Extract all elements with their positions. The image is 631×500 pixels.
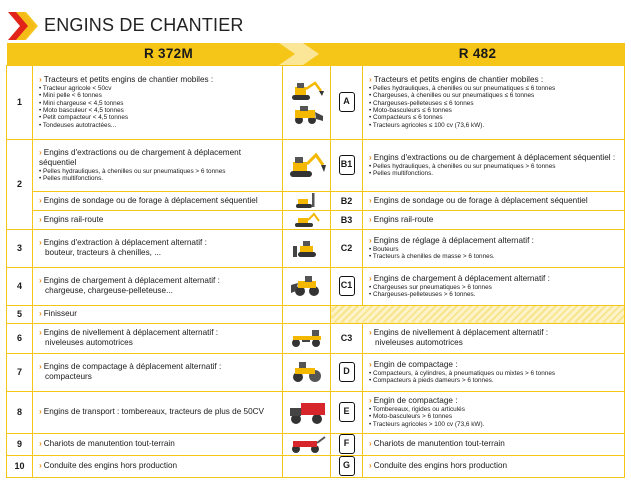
right-title: Engins de nivellement à déplacement alternatif :	[373, 328, 549, 337]
code-cell	[331, 353, 363, 391]
bullet-arrow-icon: ›	[39, 461, 42, 470]
code-cell: C3	[331, 323, 363, 353]
page-title: ENGINS DE CHANTIER	[44, 15, 244, 35]
right-title: Engins de sondage ou de forage à déplacement séquentiel	[373, 195, 588, 205]
machine-image-cell	[283, 139, 331, 191]
bullet-arrow-icon: ›	[39, 309, 42, 318]
wheel-loader-icon	[290, 275, 324, 297]
bullet-arrow-icon: ›	[39, 439, 42, 448]
rail-road-excavator-icon	[292, 212, 322, 228]
left-desc: bouteur, tracteurs à chenilles, ...	[45, 248, 162, 257]
machine-image-cell	[283, 65, 331, 139]
row-number: 9	[7, 433, 33, 455]
bullet-arrow-icon: ›	[369, 214, 372, 224]
right-title: Engins de chargement à déplacement alternatif :	[373, 273, 550, 283]
left-cell	[33, 191, 283, 210]
bullet-arrow-icon: ›	[39, 276, 42, 285]
bullet-arrow-icon: ›	[39, 328, 42, 337]
arrow-right-icon	[279, 43, 323, 65]
machine-image-cell	[283, 210, 331, 229]
machine-image-cell	[283, 353, 331, 391]
code-cell	[331, 455, 363, 477]
brand-logo-icon	[6, 8, 40, 44]
left-sub-item: Pelles multifonctions.	[43, 175, 104, 182]
mini-excavator-icon	[289, 79, 325, 101]
code-cell	[331, 139, 363, 191]
left-cell	[33, 433, 283, 455]
bullet-arrow-icon: ›	[369, 74, 372, 84]
bullet-arrow-icon: ›	[369, 195, 372, 205]
left-cell	[33, 305, 283, 323]
bullet-arrow-icon: ›	[369, 461, 372, 470]
machine-image-cell	[283, 229, 331, 267]
right-sub-item: Chargeuses sur pneumatiques > 6 tonnes	[373, 283, 492, 291]
table-row	[7, 139, 625, 191]
column-header-r372m: R 372M	[7, 43, 331, 65]
bullet-arrow-icon: ›	[39, 238, 42, 247]
left-title: Conduite des engins hors production	[43, 461, 178, 470]
equivalence-table	[6, 43, 625, 478]
left-cell	[33, 267, 283, 305]
row-number: 10	[7, 455, 33, 477]
left-sub-item: Mini pelle < 6 tonnes	[43, 92, 102, 100]
mini-loader-icon	[290, 105, 324, 125]
bullet-arrow-icon: ›	[39, 407, 42, 416]
left-title: Finisseur	[43, 309, 77, 318]
left-cell: › Tracteurs et petits engins de chantier mobiles : • Tracteur agricole < 50cv • Mini pelle < 6 tonnes • Mini chargeuse < 4,5 tonnes • Moto basculeur < 4,5 tonnes • Petit compacteur < 4,5 tonnes • Tondeuses autotractées...	[33, 65, 283, 139]
row-number: 2	[7, 139, 33, 229]
row-number: 7	[7, 353, 33, 391]
left-cell: › Engins d'extractions ou de chargement à déplacement séquentiel • Pelles hydrauliques, à chenilles ou sur pneumatiques > 6 tonnes • Pelles multifonctions.	[33, 139, 283, 191]
left-cell	[33, 391, 283, 433]
right-cell: › Engins d'extractions ou de chargement à déplacement séquentiel : • Pelles hydrauliques, à chenilles ou sur pneumatiques > 6 tonnes • Pelles multifonctions.	[363, 139, 625, 191]
left-sub-item: Tracteur agricole < 50cv	[42, 84, 112, 92]
grader-icon	[290, 328, 324, 348]
category-code-badge: A	[339, 92, 355, 112]
table-row	[7, 229, 625, 267]
row-number: 8	[7, 391, 33, 433]
right-cell: › Engin de compactage : • Compacteurs, à cylindres, à pneumatiques ou mixtes > 6 tonnes • Compacteurs à pieds dameurs > 6 tonnes.	[363, 353, 625, 391]
row-number: 3	[7, 229, 33, 267]
right-title: Engins de réglage à déplacement alternatif :	[373, 235, 534, 245]
left-title: Engins d'extraction à déplacement alternatif :	[43, 238, 207, 247]
right-sub-item: Moto-basculeurs > 6 tonnes	[373, 413, 453, 421]
left-desc: compacteurs	[45, 372, 92, 381]
bullet-arrow-icon: ›	[369, 359, 372, 369]
left-desc: chargeuse, chargeuse-pelleteuse...	[45, 286, 173, 295]
right-title: Engins rail-route	[373, 214, 434, 224]
right-cell: › Engins de réglage à déplacement alternatif : • Bouteurs • Tracteurs à chenilles de masse > 6 tonnes.	[363, 229, 625, 267]
code-cell	[331, 433, 363, 455]
right-cell	[363, 323, 625, 353]
left-title: Engins d'extractions ou de chargement à déplacement séquentiel	[39, 147, 242, 167]
right-sub-item: Pelles hydrauliques, à chenilles ou sur pneumatiques ≤ 6 tonnes	[373, 84, 556, 92]
row-number: 5	[7, 305, 33, 323]
right-cell: › Engin de compactage : • Tombereaux, rigides ou articulés • Moto-basculeurs > 6 tonnes • Tracteurs agricoles > 100 cv (73,6 kW).	[363, 391, 625, 433]
right-sub-item: Compacteurs, à cylindres, à pneumatiques ou mixtes > 6 tonnes	[373, 369, 556, 377]
right-cell	[363, 433, 625, 455]
bulldozer-icon	[292, 238, 322, 258]
table-row	[7, 267, 625, 305]
row-number: 4	[7, 267, 33, 305]
category-code-badge: E	[339, 402, 355, 422]
right-title: Engins d'extractions ou de chargement à déplacement séquentiel :	[373, 152, 616, 162]
left-cell	[33, 455, 283, 477]
left-sub-item: Tondeuses autotractées...	[42, 121, 117, 129]
right-title: Conduite des engins hors production	[373, 461, 508, 470]
header	[6, 6, 626, 46]
left-sub-item: Pelles hydrauliques, à chenilles ou sur pneumatiques > 6 tonnes	[43, 167, 226, 175]
left-cell	[33, 210, 283, 229]
machine-image-cell	[283, 323, 331, 353]
right-sub-item: Tracteurs à chenilles de masse > 6 tonnes.	[372, 253, 495, 260]
category-code-badge: F	[339, 434, 355, 454]
left-sub-item: Petit compacteur < 4,5 tonnes	[43, 114, 129, 122]
code-cell: C2	[331, 229, 363, 267]
code-cell: B3	[331, 210, 363, 229]
column-header-r482-label: R 482	[458, 46, 497, 62]
category-code-badge: C1	[339, 276, 355, 296]
machine-image-cell	[283, 267, 331, 305]
left-title: Engins de sondage ou de forage à déplacement séquentiel	[43, 195, 258, 205]
table-row	[7, 191, 625, 210]
right-cell: › Engins de chargement à déplacement alternatif : • Chargeuses sur pneumatiques > 6 tonnes • Chargeuses-pelleteuses > 6 tonnes.	[363, 267, 625, 305]
drilling-rig-icon	[292, 193, 322, 209]
left-cell	[33, 353, 283, 391]
machine-image-cell	[283, 455, 331, 477]
right-sub-item: Chargeuses-pelleteuses > 6 tonnes.	[373, 291, 476, 298]
table-row	[7, 210, 625, 229]
machine-image-cell	[283, 191, 331, 210]
right-sub-item: Chargeuses-pelleteuses ≤ 6 tonnes	[373, 99, 474, 107]
dump-truck-icon	[287, 399, 327, 425]
left-title: Engins de compactage à déplacement alternatif :	[43, 362, 222, 371]
bullet-arrow-icon: ›	[39, 362, 42, 371]
table-row	[7, 455, 625, 477]
left-sub-item: Moto basculeur < 4,5 tonnes	[43, 107, 124, 114]
right-cell: › Tracteurs et petits engins de chantier mobiles : • Pelles hydrauliques, à chenilles ou sur pneumatiques ≤ 6 tonnes • Chargeuses, à chenilles ou sur pneumatiques ≤ 6 tonnes • Chargeuses-pelleteuses ≤ 6 tonnes • Moto-basculeurs ≤ 6 tonnes • Compacteurs ≤ 6 tonnes • Tracteurs agricoles ≤ 100 cv (73,6 kW).	[363, 65, 625, 139]
telehandler-icon	[287, 434, 327, 454]
machine-image-cell	[283, 305, 331, 323]
no-equivalent-cell	[331, 305, 625, 323]
row-number: 1	[7, 65, 33, 139]
category-code-badge: B1	[339, 155, 355, 175]
left-title: Chariots de manutention tout-terrain	[43, 439, 175, 448]
right-cell	[363, 210, 625, 229]
code-cell	[331, 391, 363, 433]
right-sub-item: Chargeuses, à chenilles ou sur pneumatiques ≤ 6 tonnes	[373, 92, 535, 100]
code-cell	[331, 267, 363, 305]
left-title: Tracteurs et petits engins de chantier mobiles :	[43, 74, 214, 84]
left-title: Engins rail-route	[43, 214, 104, 224]
right-sub-item: Pelles multifonctions.	[373, 170, 434, 177]
table-row	[7, 433, 625, 455]
left-title: Engins de chargement à déplacement alternatif :	[43, 276, 220, 285]
compactor-roller-icon	[289, 361, 325, 383]
bullet-arrow-icon: ›	[369, 152, 372, 162]
bullet-arrow-icon: ›	[369, 439, 372, 448]
left-desc: niveleuses automotrices	[45, 338, 133, 347]
right-title: Tracteurs et petits engins de chantier mobiles :	[373, 74, 544, 84]
right-sub-item: Bouteurs	[373, 245, 399, 253]
table-row	[7, 353, 625, 391]
left-cell	[33, 323, 283, 353]
left-cell	[33, 229, 283, 267]
bullet-arrow-icon: ›	[39, 195, 42, 205]
bullet-arrow-icon: ›	[39, 214, 42, 224]
bullet-arrow-icon: ›	[369, 395, 372, 405]
right-title: Engin de compactage :	[373, 395, 458, 405]
machine-image-cell	[283, 391, 331, 433]
bullet-arrow-icon: ›	[39, 74, 42, 84]
table-row	[7, 65, 625, 139]
row-number: 6	[7, 323, 33, 353]
right-sub-item: Tombereaux, rigides ou articulés	[372, 405, 465, 413]
right-title: Engin de compactage :	[373, 359, 458, 369]
right-sub-item: Pelles hydrauliques, à chenilles ou sur pneumatiques > 6 tonnes	[373, 162, 556, 170]
code-cell: B2	[331, 191, 363, 210]
left-sub-item: Mini chargeuse < 4,5 tonnes	[43, 99, 124, 107]
left-title: Engins de transport : tombereaux, tracteurs de plus de 50CV	[43, 407, 265, 416]
right-sub-item: Compacteurs ≤ 6 tonnes	[373, 114, 443, 122]
right-sub-item: Moto-basculeurs ≤ 6 tonnes	[373, 107, 452, 114]
right-title: Chariots de manutention tout-terrain	[373, 439, 505, 448]
right-cell	[363, 191, 625, 210]
code-cell	[331, 65, 363, 139]
table-header-row	[7, 43, 625, 65]
right-sub-item: Tracteurs agricoles ≤ 100 cv (73,6 kW).	[372, 121, 485, 129]
right-sub-item: Compacteurs à pieds dameurs > 6 tonnes.	[373, 377, 494, 384]
bullet-arrow-icon: ›	[369, 273, 372, 283]
table-row	[7, 305, 625, 323]
bullet-arrow-icon: ›	[369, 328, 372, 337]
category-code-badge: D	[339, 362, 355, 382]
table-row	[7, 323, 625, 353]
excavator-icon	[288, 152, 326, 178]
right-desc: niveleuses automotrices	[375, 338, 463, 347]
left-title: Engins de nivellement à déplacement alternatif :	[43, 328, 219, 337]
machine-image-cell	[283, 433, 331, 455]
table-row	[7, 391, 625, 433]
right-sub-item: Tracteurs agricoles > 100 cv (73,6 kW).	[372, 420, 485, 428]
category-code-badge: G	[339, 456, 355, 476]
bullet-arrow-icon: ›	[369, 235, 372, 245]
bullet-arrow-icon: ›	[39, 147, 42, 157]
column-header-r482	[331, 43, 625, 65]
right-cell	[363, 455, 625, 477]
